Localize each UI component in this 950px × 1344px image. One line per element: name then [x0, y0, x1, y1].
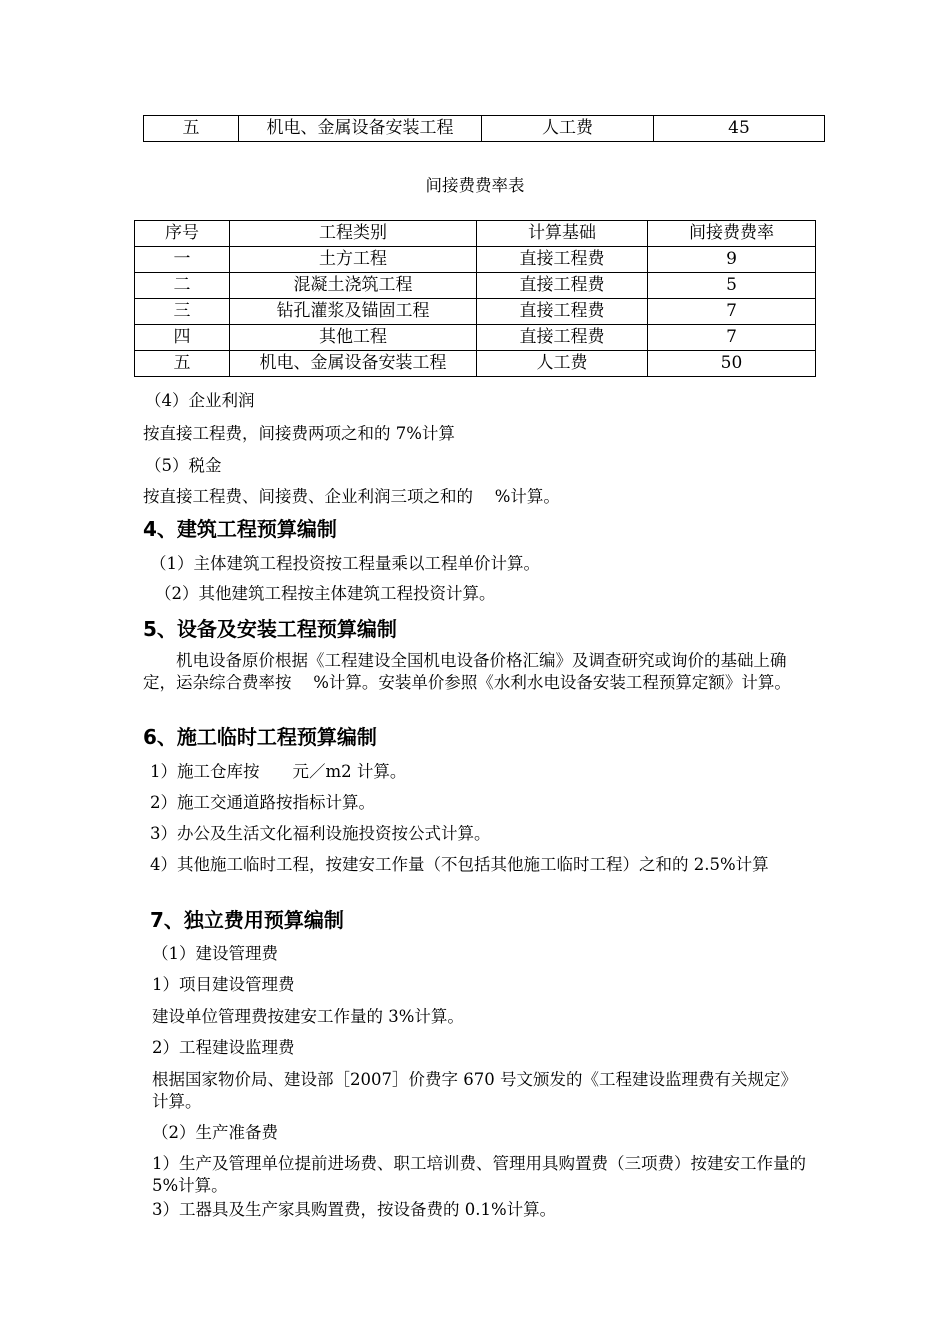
- table-cell: 直接工程费: [477, 273, 648, 299]
- paragraph: 机电设备原价根据《工程建设全国机电设备价格汇编》及调查研究或询价的基础上确定，运杂综合费率按 %计算。安装单价参照《水利水电设备安装工程预算定额》计算。: [143, 651, 791, 692]
- table-cell: 机电、金属设备安装工程: [230, 351, 477, 377]
- table-cell: 50: [648, 351, 816, 377]
- table-cell: 直接工程费: [477, 247, 648, 273]
- table-row: [135, 247, 816, 273]
- paragraph: 按直接工程费，间接费两项之和的 7%计算: [143, 424, 455, 443]
- continued-table: [143, 115, 825, 142]
- column-header: 间接费费率: [648, 221, 816, 247]
- table-cell: 三: [135, 299, 230, 325]
- table-cell: 五: [135, 351, 230, 377]
- table-row: [135, 325, 816, 351]
- table-row: [135, 351, 816, 377]
- column-header: 序号: [135, 221, 230, 247]
- paragraph: 根据国家物价局、建设部［2007］价费字 670 号文颁发的《工程建设监理费有关规定》计算。: [152, 1070, 797, 1111]
- section-heading-7: 7、独立费用预算编制: [150, 908, 344, 932]
- section-heading-6: 6、施工临时工程预算编制: [143, 725, 377, 749]
- column-header: 工程类别: [230, 221, 477, 247]
- list-item: （1）主体建筑工程投资按工程量乘以工程单价计算。: [150, 554, 540, 573]
- table-cell: 二: [135, 273, 230, 299]
- list-item: 3）办公及生活文化福利设施投资按公式计算。: [150, 824, 491, 843]
- list-item: 1）生产及管理单位提前进场费、职工培训费、管理用具购置费（三项费）按建安工作量的 5%计算。: [152, 1154, 806, 1195]
- table-row: [144, 116, 825, 142]
- subsection-production-preparation: （2）生产准备费: [152, 1123, 278, 1142]
- table-row: [135, 299, 816, 325]
- list-item: 1）施工仓库按 元／m2 计算。: [150, 762, 407, 781]
- list-item: （2）其他建筑工程按主体建筑工程投资计算。: [155, 584, 496, 603]
- subsection-construction-management: （1）建设管理费: [152, 944, 278, 963]
- column-header: 计算基础: [477, 221, 648, 247]
- table-cell: 9: [648, 247, 816, 273]
- table-caption: 间接费费率表: [425, 176, 525, 195]
- list-item: 2）施工交通道路按指标计算。: [150, 793, 375, 812]
- table-cell: 四: [135, 325, 230, 351]
- table-cell: 5: [648, 273, 816, 299]
- table-cell: 五: [144, 116, 239, 142]
- list-item: 3）工器具及生产家具购置费，按设备费的 0.1%计算。: [152, 1200, 557, 1219]
- table-cell: 直接工程费: [477, 325, 648, 351]
- table-cell: 7: [648, 325, 816, 351]
- table-cell: 7: [648, 299, 816, 325]
- list-item: 4）其他施工临时工程，按建安工作量（不包括其他施工临时工程）之和的 2.5%计算: [150, 855, 769, 874]
- table-cell: 人工费: [477, 351, 648, 377]
- paragraph: 按直接工程费、间接费、企业利润三项之和的 %计算。: [143, 487, 560, 506]
- subsection-tax: （5）税金: [145, 456, 222, 475]
- table-row: [135, 273, 816, 299]
- table-cell: 钻孔灌浆及锚固工程: [230, 299, 477, 325]
- indirect-rate-table: [134, 220, 816, 377]
- subsection-enterprise-profit: （4）企业利润: [145, 391, 255, 410]
- section-heading-5: 5、设备及安装工程预算编制: [143, 617, 397, 641]
- section-heading-4: 4、建筑工程预算编制: [143, 517, 337, 541]
- list-item: 2）工程建设监理费: [152, 1038, 295, 1057]
- table-cell: 土方工程: [230, 247, 477, 273]
- table-header-row: [135, 221, 816, 247]
- paragraph: 建设单位管理费按建安工作量的 3%计算。: [152, 1007, 464, 1026]
- table-cell: 45: [654, 116, 825, 142]
- table-cell: 混凝土浇筑工程: [230, 273, 477, 299]
- table-cell: 人工费: [482, 116, 654, 142]
- table-cell: 一: [135, 247, 230, 273]
- table-cell: 其他工程: [230, 325, 477, 351]
- table-cell: 机电、金属设备安装工程: [239, 116, 482, 142]
- table-cell: 直接工程费: [477, 299, 648, 325]
- list-item: 1）项目建设管理费: [152, 975, 295, 994]
